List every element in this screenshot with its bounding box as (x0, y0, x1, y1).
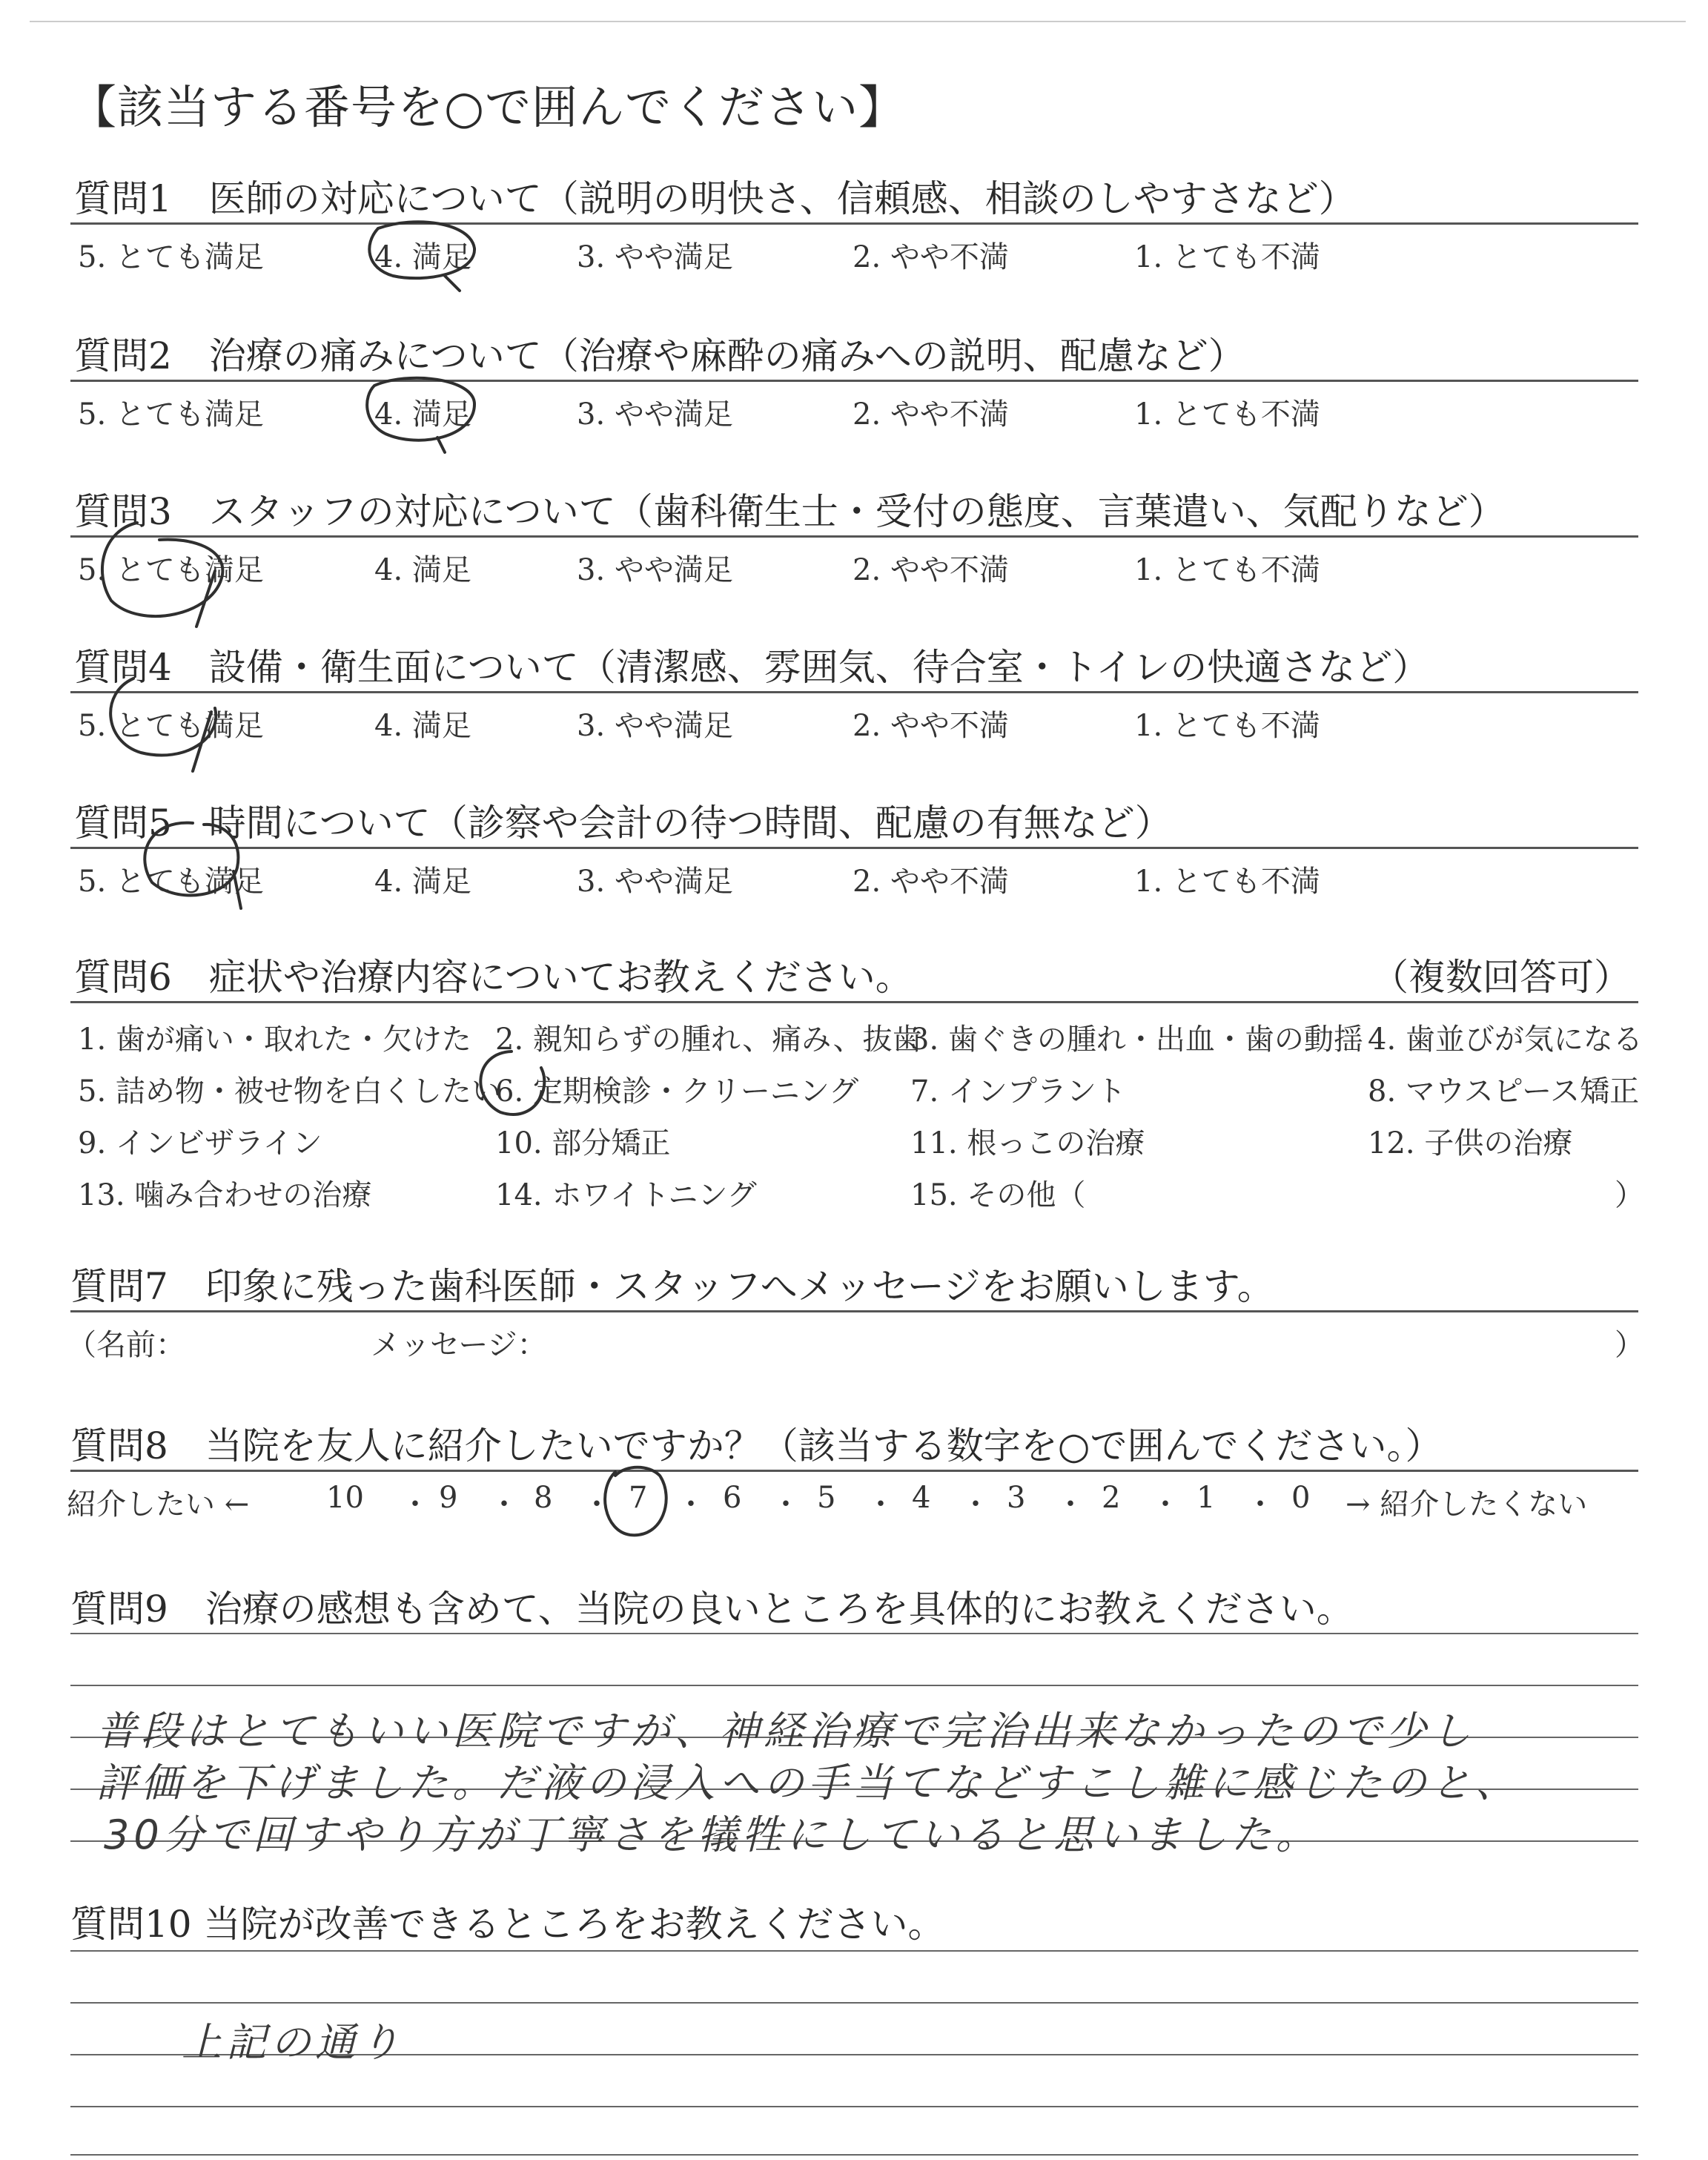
answer-line (70, 2002, 1638, 2004)
q8-score-10[interactable]: 10 (326, 1481, 364, 1515)
question-2-label: 質問2 治療の痛みについて（治療や麻酔の痛みへの説明、配慮など） (74, 334, 1245, 377)
q6-item-1[interactable]: 1. 歯が痛い・取れた・欠けた (78, 1023, 471, 1057)
answer-line (70, 1950, 1638, 1952)
answer-line (70, 1685, 1638, 1686)
q2-option-2[interactable]: 2. やや不満 (853, 397, 1009, 432)
q1-option-2[interactable]: 2. やや不満 (853, 240, 1009, 274)
q6-item-4[interactable]: 4. 歯並びが気になる (1368, 1023, 1643, 1057)
divider (70, 847, 1638, 849)
q6-item-3[interactable]: 3. 歯ぐきの腫れ・出血・歯の動揺 (910, 1023, 1363, 1057)
q8-score-1[interactable]: 1 (1196, 1481, 1216, 1515)
divider (70, 535, 1638, 538)
divider (70, 691, 1638, 693)
scale-dot: ・ (961, 1487, 990, 1522)
question-4-label: 質問4 設備・衛生面について（清潔感、雰囲気、待合室・トイレの快適さなど） (74, 646, 1430, 689)
scale-dot: ・ (866, 1487, 896, 1522)
q5-option-2[interactable]: 2. やや不満 (853, 865, 1009, 899)
q9-answer-line-3[interactable]: 30分で回すやり方が丁寧さを犠牲にしていると思いました。 (104, 1811, 1320, 1858)
q4-option-3[interactable]: 3. やや満足 (577, 709, 733, 743)
q5-option-1[interactable]: 1. とても不満 (1134, 865, 1320, 899)
q1-option-4[interactable]: 4. 満足 (374, 240, 471, 274)
q9-answer-line-2[interactable]: 評価を下げました。だ液の浸入への手当てなどすこし雑に感じたのと、 (96, 1760, 1520, 1806)
q3-option-5[interactable]: 5. とても満足 (78, 553, 264, 587)
q8-score-9[interactable]: 9 (439, 1481, 458, 1515)
scale-dot: ・ (400, 1487, 430, 1522)
divider (70, 222, 1638, 225)
q4-option-1[interactable]: 1. とても不満 (1134, 709, 1320, 743)
page-title: 【該当する番号を○で囲んでください】 (70, 80, 906, 134)
q8-score-0[interactable]: 0 (1291, 1481, 1311, 1515)
scale-dot: ・ (582, 1487, 612, 1522)
scale-dot: ・ (1056, 1487, 1085, 1522)
question-10-label: 質問10 当院が改善できるところをお教えください。 (70, 1903, 945, 1946)
q6-item-12[interactable]: 12. 子供の治療 (1368, 1126, 1573, 1160)
q9-answer-line-1[interactable]: 普段はとてもいい医院ですが、神経治療で完治出来なかったので少し (96, 1708, 1475, 1754)
q8-score-5[interactable]: 5 (817, 1481, 836, 1515)
q3-option-4[interactable]: 4. 満足 (374, 553, 471, 587)
scale-dot: ・ (1151, 1487, 1180, 1522)
q5-option-4[interactable]: 4. 満足 (374, 865, 471, 899)
q6-item-7[interactable]: 7. インプラント (910, 1074, 1126, 1109)
q5-option-3[interactable]: 3. やや満足 (577, 865, 733, 899)
q6-item-11[interactable]: 11. 根っこの治療 (910, 1126, 1145, 1160)
q7-close: ） (1615, 1328, 1644, 1362)
q6-item-9[interactable]: 9. インビザライン (78, 1126, 322, 1160)
q8-score-6[interactable]: 6 (723, 1481, 742, 1515)
answer-line (70, 2106, 1638, 2107)
question-6-label: 質問6 症状や治療内容についてお教えください。 (74, 956, 913, 999)
q7-name-label[interactable]: （名前： (67, 1328, 185, 1362)
q2-option-3[interactable]: 3. やや満足 (577, 397, 733, 432)
q4-option-5[interactable]: 5. とても満足 (78, 709, 264, 743)
q6-item-15[interactable]: 15. その他（ (910, 1178, 1086, 1212)
divider (70, 380, 1638, 382)
q1-option-3[interactable]: 3. やや満足 (577, 240, 733, 274)
q4-option-4[interactable]: 4. 満足 (374, 709, 471, 743)
q1-option-1[interactable]: 1. とても不満 (1134, 240, 1320, 274)
q6-item-10[interactable]: 10. 部分矯正 (495, 1126, 671, 1160)
q3-option-3[interactable]: 3. やや満足 (577, 553, 733, 587)
q6-item-13[interactable]: 13. 噛み合わせの治療 (78, 1178, 372, 1212)
question-3-label: 質問3 スタッフの対応について（歯科衛生士・受付の態度、言葉遣い、気配りなど） (74, 490, 1506, 533)
q8-score-8[interactable]: 8 (534, 1481, 553, 1515)
q7-message-label[interactable]: メッセージ： (371, 1328, 547, 1362)
q10-answer-line-1[interactable]: 上記の通り (182, 2019, 404, 2066)
q8-score-7[interactable]: 7 (629, 1481, 648, 1515)
divider (70, 1470, 1638, 1472)
scale-dot: ・ (1245, 1487, 1275, 1522)
q1-option-5[interactable]: 5. とても満足 (78, 240, 264, 274)
divider (70, 1310, 1638, 1312)
divider (70, 1001, 1638, 1003)
q8-left-label: 紹介したい ← (67, 1487, 250, 1522)
q5-option-5[interactable]: 5. とても満足 (78, 865, 264, 899)
q3-option-1[interactable]: 1. とても不満 (1134, 553, 1320, 587)
question-5-label: 質問5 時間について（診察や会計の待つ時間、配慮の有無など） (74, 802, 1172, 845)
q6-item-2[interactable]: 2. 親知らずの腫れ、痛み、抜歯 (495, 1023, 922, 1057)
q4-option-2[interactable]: 2. やや不満 (853, 709, 1009, 743)
q3-option-2[interactable]: 2. やや不満 (853, 553, 1009, 587)
question-6-note: （複数回答可） (1371, 956, 1631, 999)
q2-option-4[interactable]: 4. 満足 (374, 397, 471, 432)
q8-score-2[interactable]: 2 (1102, 1481, 1121, 1515)
scale-dot: ・ (676, 1487, 706, 1522)
q6-item-6[interactable]: 6. 定期検診・クリーニング (495, 1074, 859, 1109)
answer-line (70, 1633, 1638, 1634)
question-1-label: 質問1 医師の対応について（説明の明快さ、信頼感、相談のしやすさなど） (74, 177, 1356, 220)
q8-right-label: → 紹介したくない (1345, 1487, 1588, 1522)
question-9-label: 質問9 治療の感想も含めて、当院の良いところを具体的にお教えください。 (70, 1588, 1354, 1631)
question-8-label: 質問8 当院を友人に紹介したいですか？（該当する数字を○で囲んでください。） (70, 1424, 1443, 1467)
q8-score-3[interactable]: 3 (1007, 1481, 1026, 1515)
q2-option-5[interactable]: 5. とても満足 (78, 397, 264, 432)
q6-item-5[interactable]: 5. 詰め物・被せ物を白くしたい (78, 1074, 501, 1109)
question-7-label: 質問7 印象に残った歯科医師・スタッフへメッセージをお願いします。 (70, 1265, 1274, 1308)
scale-dot: ・ (489, 1487, 519, 1522)
scan-edge-line (30, 21, 1686, 22)
q2-option-1[interactable]: 1. とても不満 (1134, 397, 1320, 432)
answer-line (70, 2154, 1638, 2156)
q6-other-close: ） (1615, 1178, 1644, 1212)
scale-dot: ・ (771, 1487, 801, 1522)
q8-score-4[interactable]: 4 (912, 1481, 931, 1515)
q6-item-8[interactable]: 8. マウスピース矯正 (1368, 1074, 1640, 1109)
q6-item-14[interactable]: 14. ホワイトニング (495, 1178, 757, 1212)
